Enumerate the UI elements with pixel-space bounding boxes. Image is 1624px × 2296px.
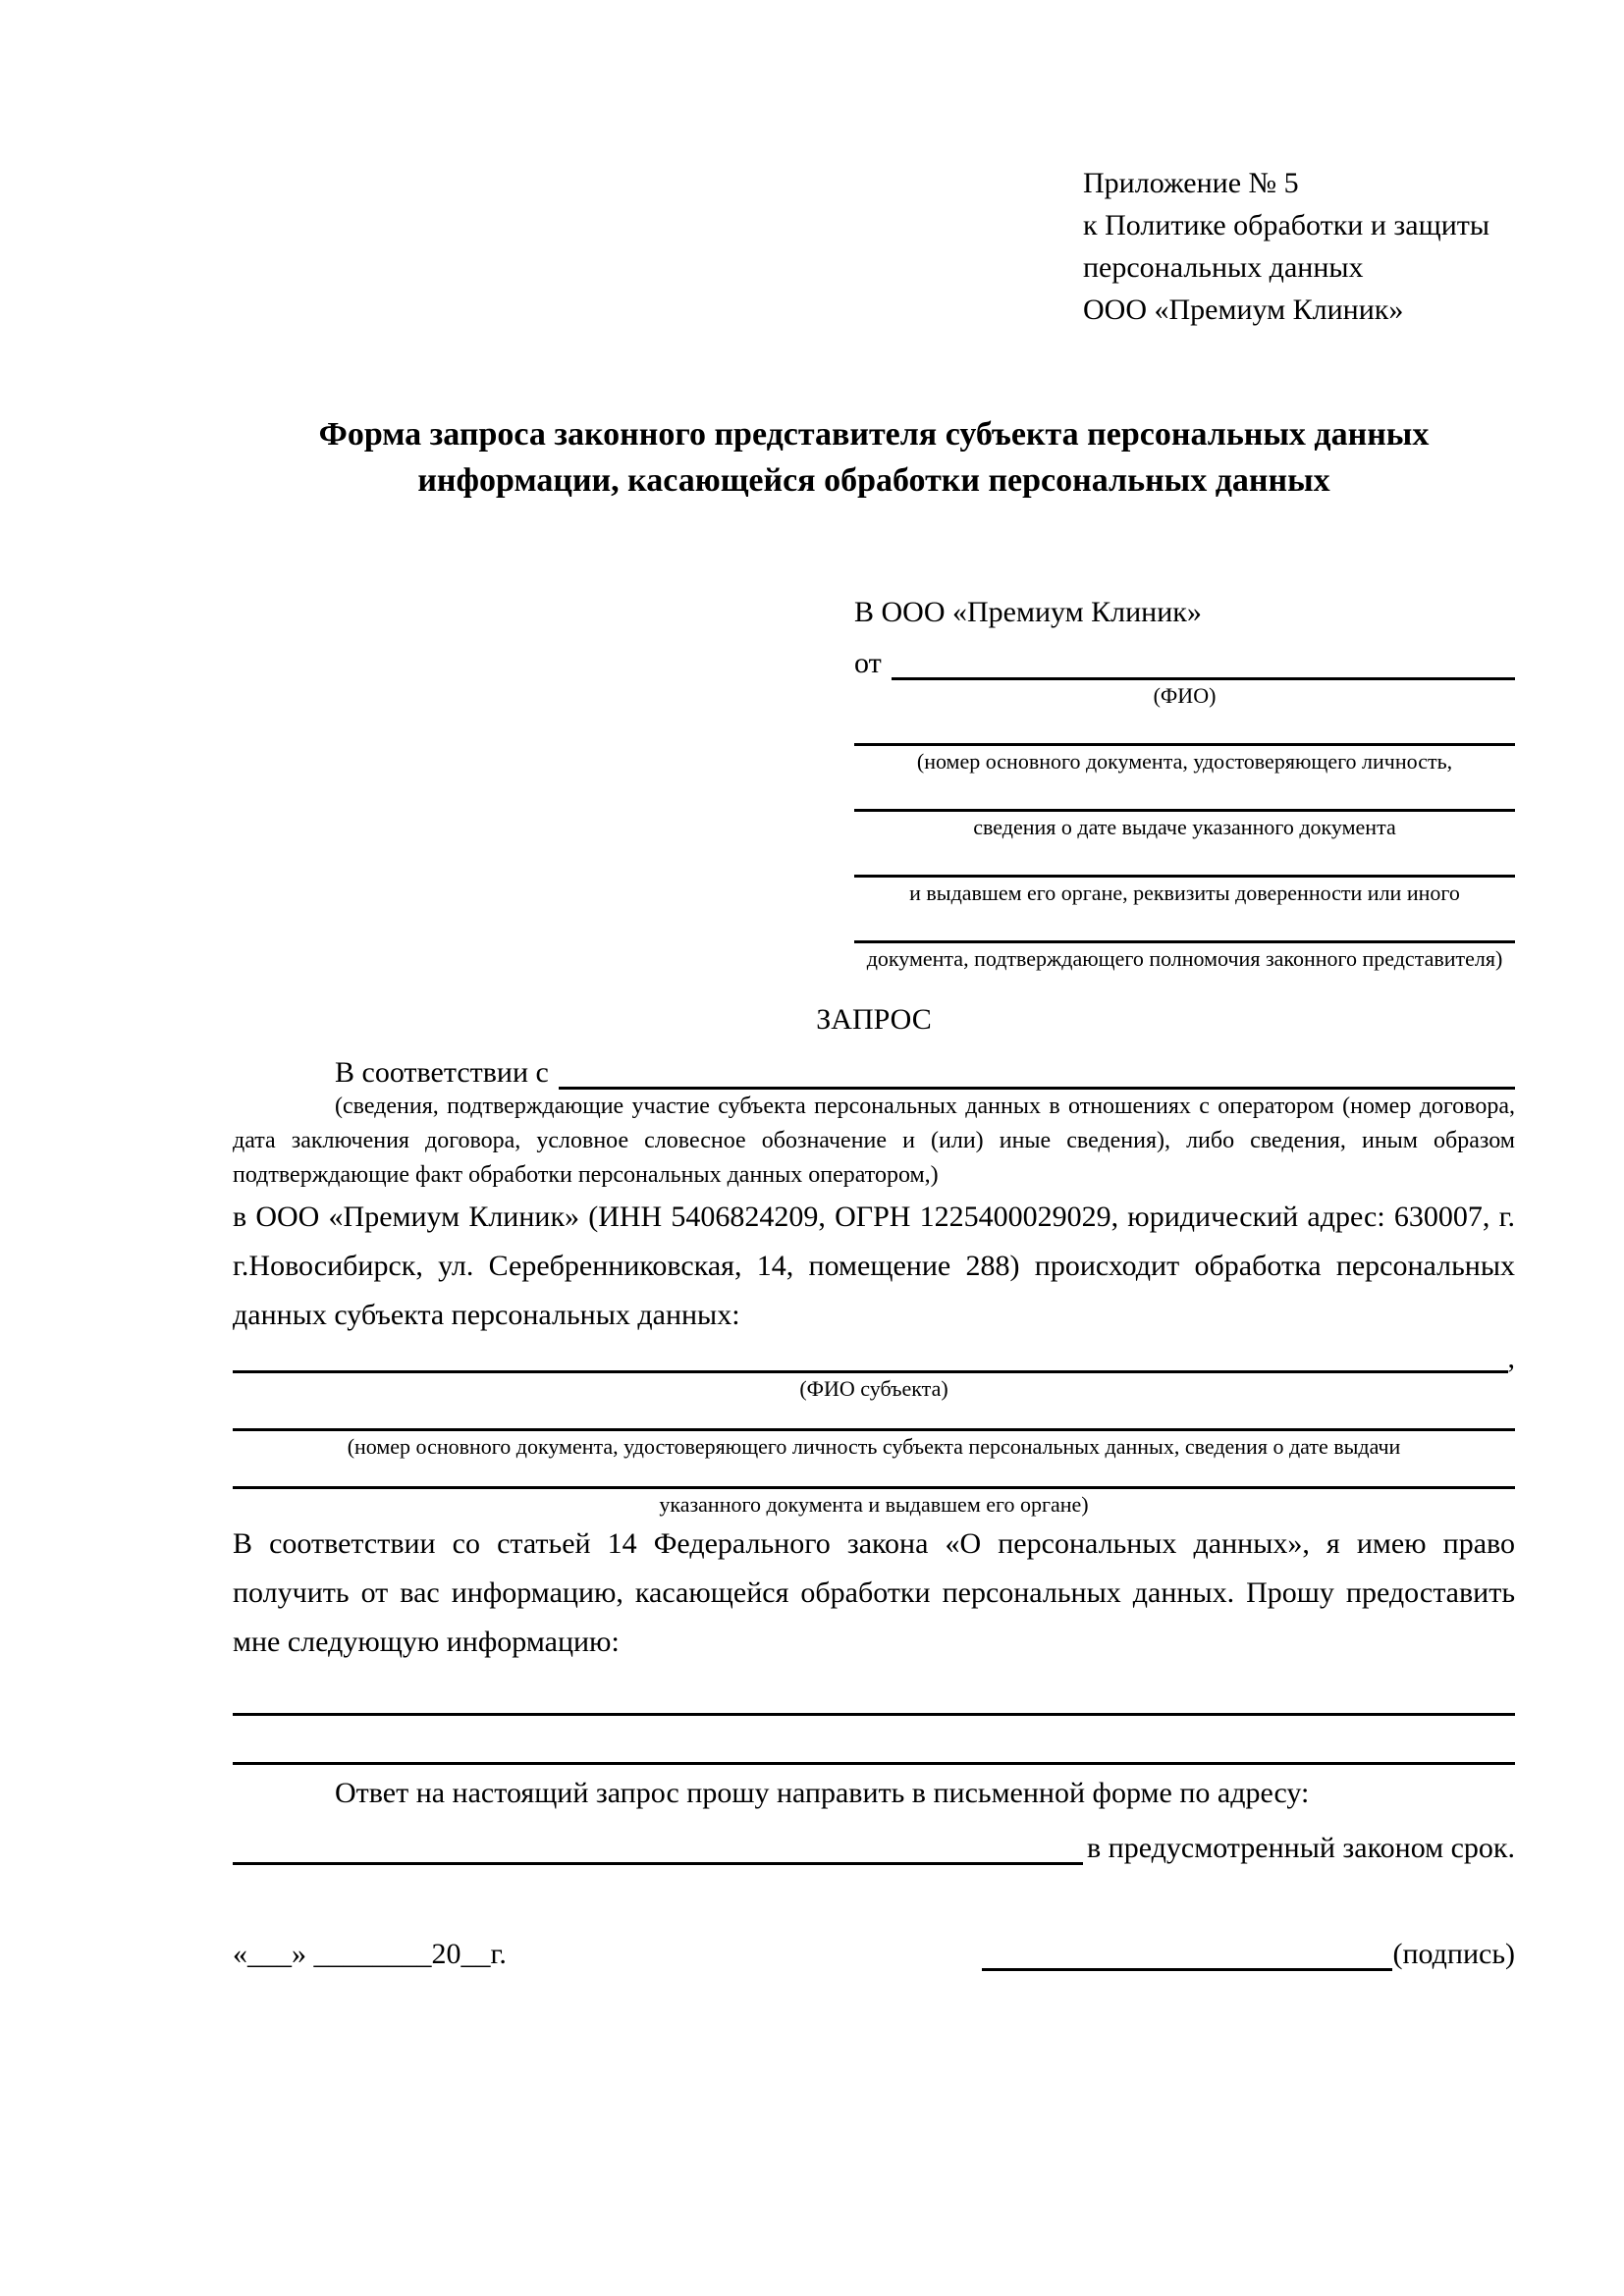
addressee-from-label: от [854,647,882,679]
annex-block [1083,162,1515,331]
info-blank-line-2 [233,1716,1515,1765]
blank-line [854,709,1515,746]
subject-blank-line [233,1340,1508,1373]
signature-blank-line [982,1942,1392,1971]
subject-doc-blank-line [233,1402,1515,1431]
subject-doc-caption-1: (номер основного документа, удостоверяющего личность субъекта персональных данных, сведения о дате выдачи [347,1434,1401,1459]
fio-caption: (ФИО) [1153,683,1217,708]
date-blank: «___» ________20__г. [233,1938,507,1970]
blank-line-caption: сведения о дате выдаче указанного документа [973,815,1396,839]
accordance-row [233,1046,1515,1090]
addressee-blank-row [854,774,1515,840]
address-blank-line [233,1862,1083,1865]
subject-blank-row [233,1340,1515,1373]
subject-doc-row [233,1460,1515,1518]
blank-line [854,906,1515,943]
addressee-blank-row [854,906,1515,972]
answer-tail: в предусмотренный законом срок. [1087,1832,1515,1864]
subject-fio-caption: (ФИО субъекта) [799,1376,948,1401]
accordance-lead: В соответствии с [335,1056,549,1089]
blank-line [854,840,1515,878]
addressee-blank-row [854,709,1515,774]
answer-address-row [233,1818,1515,1865]
annex-line: ООО «Премиум Клиник» [1083,294,1404,326]
request-heading: ЗАПРОС [816,1003,932,1036]
law-paragraph: В соответствии со статьей 14 Федерального закона «О персональных данных», я имею право получить от вас информацию, касающейся обработки персональных данных. Прошу предоставить мне следующую информацию: [233,1527,1515,1658]
blank-line [854,774,1515,812]
addressee-block [854,590,1515,972]
addressee-to: В ООО «Премиум Клиник» [854,596,1202,628]
accordance-caption: (сведения, подтверждающие участие субъекта персональных данных в отношениях с оператором (номер договора, дата заключения договора, условное словесное обозначение и (или) иные сведения), либо сведения, иным образом подтверждающие факт обработки персональных данных оператором,) [233,1094,1515,1188]
subject-line-comma: , [1507,1342,1515,1374]
signature-block [982,1938,1515,1971]
answer-paragraph: Ответ на настоящий запрос прошу направить в письменной форме по адресу: [335,1777,1310,1809]
subject-doc-caption-2: указанного документа и выдавшем его органе) [659,1492,1089,1517]
addressee-from-row [854,635,1515,680]
blank-line-caption: (номер основного документа, удостоверяющего личность, [916,749,1453,774]
subject-doc-blank-line [233,1460,1515,1489]
signature-caption: (подпись) [1392,1938,1515,1970]
blank-line-caption: документа, подтверждающего полномочия законного представителя) [866,946,1503,971]
footer-row [233,1938,1515,1971]
annex-line: Приложение № 5 [1083,167,1299,199]
subject-fio-row [233,1340,1515,1402]
document-title: Форма запроса законного представителя субъекта персональных данных информации, касающейся обработки персональных данных [318,416,1430,499]
annex-line: к Политике обработки и защиты [1083,209,1490,241]
annex-line: персональных данных [1083,251,1364,284]
addressee-blank-row [854,840,1515,906]
fio-blank-line [892,677,1515,680]
blank-line-caption: и выдавшем его органе, реквизиты доверенности или иного [909,881,1460,905]
subject-doc-row [233,1402,1515,1460]
info-blank-line-1 [233,1667,1515,1716]
operator-paragraph: в ООО «Премиум Клиник» (ИНН 5406824209, ОГРН 1225400029029, юридический адрес: 630007, г. г.Новосибирск, ул. Серебренниковская, 14, помещение 288) происходит обработка персональных данных субъекта персональных данных: [233,1201,1515,1331]
